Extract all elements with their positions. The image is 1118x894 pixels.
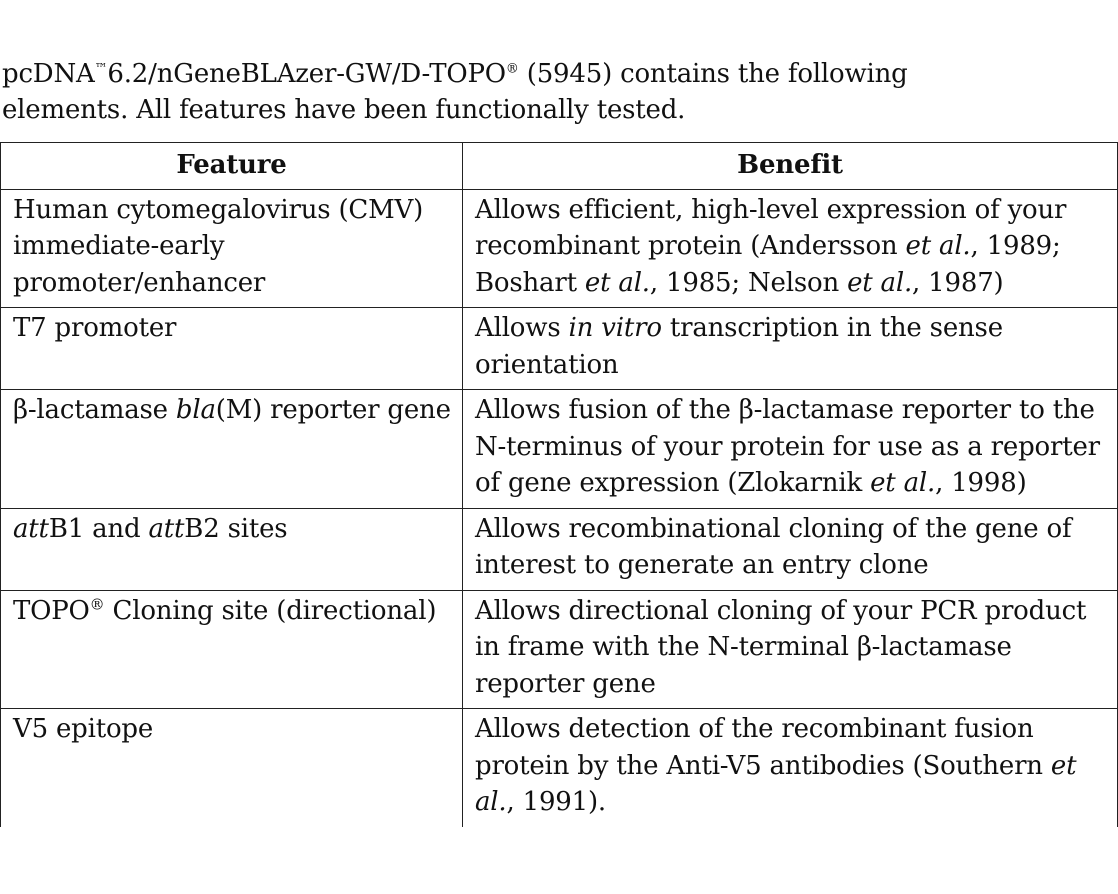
benefit-cell bbox=[463, 189, 1118, 308]
feature-cell: Human cytomegalovirus (CMV) immediate-early promoter/enhancer bbox=[1, 189, 463, 308]
feature-italic: att bbox=[13, 513, 49, 544]
product-name: pcDNA bbox=[2, 59, 95, 89]
benefit-cell bbox=[463, 390, 1118, 509]
benefit-italic: et al. bbox=[847, 267, 913, 298]
feature-cell bbox=[1, 390, 463, 509]
benefit-text: , 1987) bbox=[912, 267, 1004, 298]
benefit-text: , 1991). bbox=[506, 787, 606, 817]
benefit-text: Allows efficient, high-level expression of your recombinant protein (Andersson bbox=[475, 194, 1067, 261]
product-version: 6.2/nGeneBLAzer-GW/D-TOPO bbox=[107, 59, 506, 89]
features-table bbox=[0, 142, 1118, 827]
benefit-italic: in vitro bbox=[568, 313, 662, 343]
feature-text: B2 sites bbox=[184, 513, 288, 544]
benefit-text: , 1985; Nelson bbox=[649, 267, 848, 298]
registered-symbol: ® bbox=[505, 61, 519, 77]
feature-text: B1 and bbox=[48, 513, 149, 544]
benefit-italic: et al. bbox=[905, 231, 971, 261]
table-row bbox=[1, 508, 1118, 590]
table-header-row bbox=[1, 143, 1118, 190]
table-row bbox=[1, 709, 1118, 827]
benefit-italic: et al. bbox=[475, 750, 1077, 817]
benefit-cell: Allows directional cloning of your PCR product in frame with the N-terminal β-lactamase reporter gene bbox=[463, 590, 1118, 709]
feature-text: β-lactamase bbox=[13, 395, 176, 425]
benefit-italic: et al. bbox=[870, 468, 936, 498]
feature-italic: bla bbox=[175, 395, 216, 425]
feature-cell bbox=[1, 590, 463, 709]
benefit-cell: Allows recombinational cloning of the gene of interest to generate an entry clone bbox=[463, 508, 1118, 590]
feature-cell: T7 promoter bbox=[1, 308, 463, 390]
benefit-text: Allows detection of the recombinant fusion protein by the Anti-V5 antibodies (Southern bbox=[475, 714, 1051, 781]
product-size-text: (5945) contains the following bbox=[518, 59, 908, 89]
table-row bbox=[1, 590, 1118, 709]
benefit-text: Allows bbox=[475, 313, 569, 343]
feature-cell: V5 epitope bbox=[1, 709, 463, 827]
benefit-cell bbox=[463, 709, 1118, 827]
table-row bbox=[1, 390, 1118, 509]
feature-text: (M) reporter gene bbox=[215, 395, 451, 425]
intro-paragraph bbox=[2, 56, 1102, 128]
intro-line-2: elements. All features have been functionally tested. bbox=[2, 95, 686, 125]
benefit-cell bbox=[463, 308, 1118, 390]
feature-text: Cloning site (directional) bbox=[104, 595, 437, 626]
benefit-text: transcription in the sense orientation bbox=[475, 313, 1003, 380]
benefit-text: , 1989; Boshart bbox=[475, 231, 1061, 298]
feature-text: TOPO bbox=[13, 595, 90, 626]
benefit-text: , 1998) bbox=[935, 468, 1027, 498]
table-row bbox=[1, 308, 1118, 390]
feature-italic: att bbox=[148, 513, 185, 544]
feature-cell bbox=[1, 508, 463, 590]
benefit-italic: et al. bbox=[584, 267, 650, 298]
trademark-symbol: ™ bbox=[94, 61, 108, 77]
header-benefit: Benefit bbox=[463, 143, 1118, 190]
benefit-text: Allows fusion of the β-lactamase reporter to the N-terminus of your protein for use as a reporter of gene expression (Zlokarnik bbox=[475, 395, 1100, 498]
header-feature: Feature bbox=[1, 143, 463, 190]
registered-symbol: ® bbox=[89, 594, 105, 613]
table-row bbox=[1, 189, 1118, 308]
